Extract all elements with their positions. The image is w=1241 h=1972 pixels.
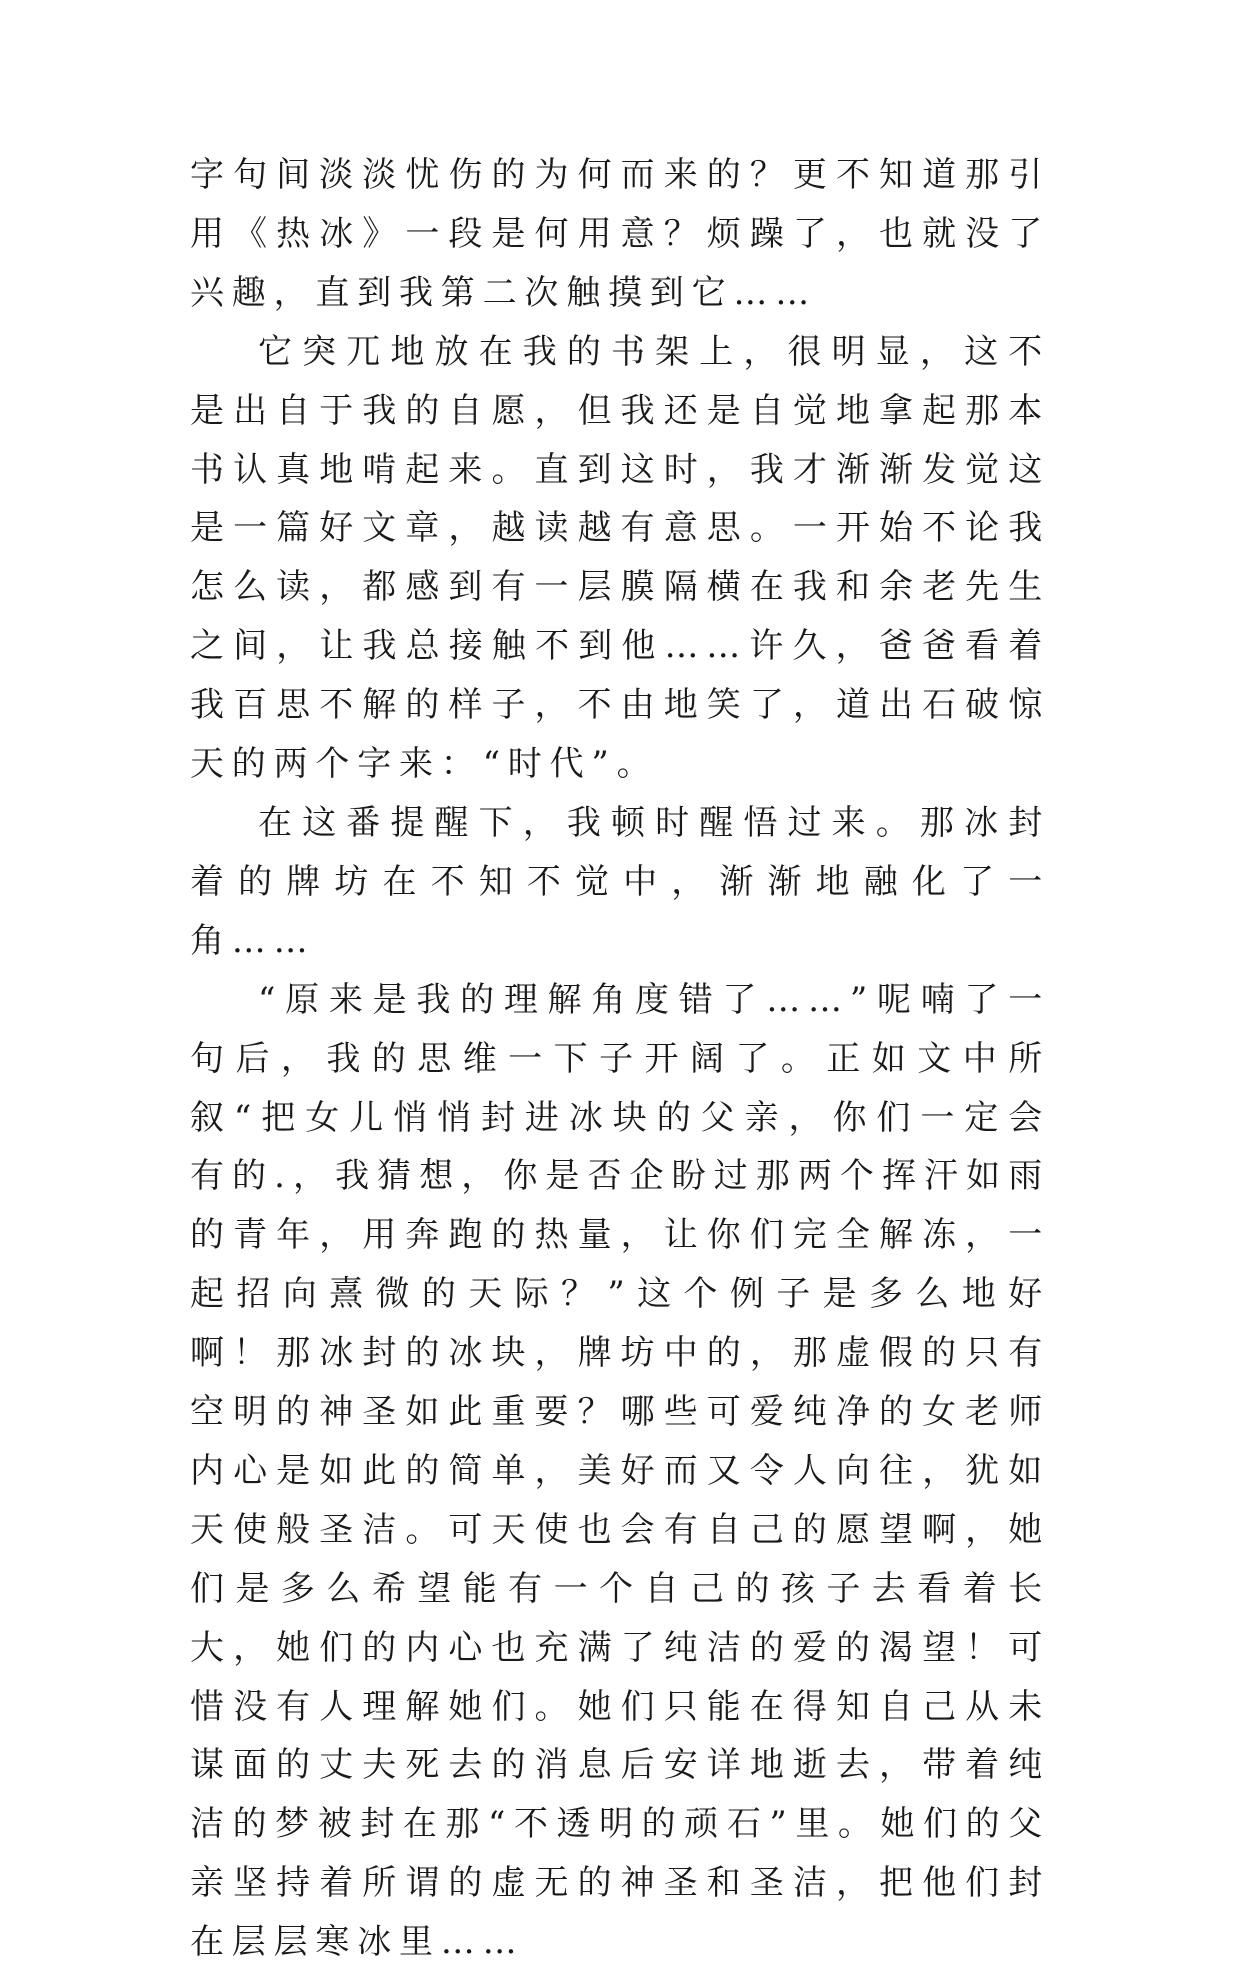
paragraph-3: 在这番提醒下，我顿时醒悟过来。那冰封着的牌坊在不知不觉中，渐渐地融化了一角……	[190, 802, 1050, 961]
document-body	[190, 146, 1050, 1972]
paragraph-1: 字句间淡淡忧伤的为何而来的？更不知道那引用《热冰》一段是何用意？烦躁了，也就没了兴趣，直到我第二次触摸到它……	[190, 155, 1050, 313]
paragraph-4: “原来是我的理解角度错了……”呢喃了一句后，我的思维一下子开阔了。正如文中所叙“把女儿悄悄封进冰块的父亲，你们一定会有的.，我猜想，你是否企盼过那两个挥汗如雨的青年，用奔跑的热量，让你们完全解冻，一起招向熹微的天际？”这个例子是多么地好啊！那冰封的冰块，牌坊中的，那虚假的只有空明的神圣如此重要？哪些可爱纯净的女老师内心是如此的简单，美好而又令人向往，犹如天使般圣洁。可天使也会有自己的愿望啊，她们是多么希望能有一个自己的孩子去看着长大，她们的内心也充满了纯洁的爱的渴望！可惜没有人理解她们。她们只能在得知自己从未谋面的丈夫死去的消息后安详地逝去，带着纯洁的梦被封在那“不透明的顽石”里。她们的父亲坚持着所谓的虚无的神圣和圣洁，把他们封在层层寒冰里……	[190, 979, 1050, 1963]
paragraph-2: 它突兀地放在我的书架上，很明显，这不是出自于我的自愿，但我还是自觉地拿起那本书认真地啃起来。直到这时，我才渐渐发觉这是一篇好文章，越读越有意思。一开始不论我怎么读，都感到有一层膜隔横在我和余老先生之间，让我总接触不到他……许久，爸爸看着我百思不解的样子，不由地笑了，道出石破惊天的两个字来：“时代”。	[190, 331, 1050, 785]
